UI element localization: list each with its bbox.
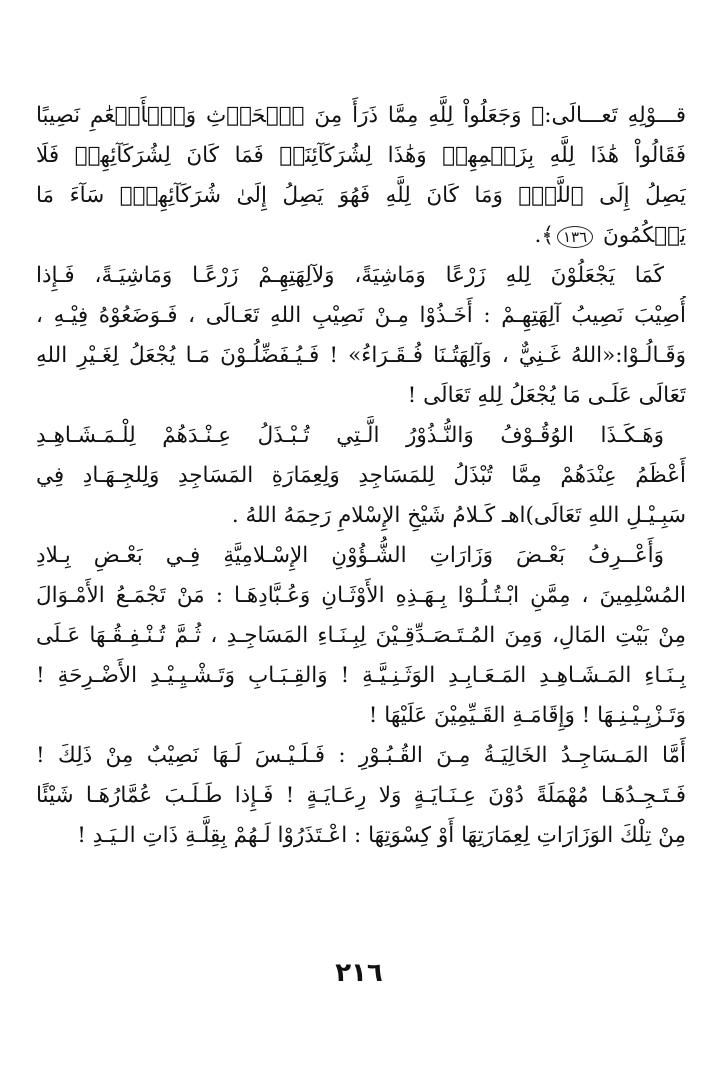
paragraph-line: أَعْظَمُ عِنْدَهُمْ مِمَّا تُبْذَلُ لِلمَسَاجِدِ وَلِعِمَارَةِ المَسَاجِدِ وَلِلجِـهَـادِ فِي	[36, 463, 686, 488]
paragraph	[36, 416, 686, 536]
page-body	[36, 96, 686, 856]
paragraph-line: مِنْ تِلْكَ الوَزَارَاتِ لِعِمَارَتِهَا أَوْ كِسْوَتِهَا : اعْـتَذَرُوْا لَـهُمْ بِقِلَّـةِ ذَاتِ الـيَـدِ !	[77, 823, 686, 848]
paragraph-line: مِنْ بَيْتِ المَالِ، وَمِنَ المُـتَـصَـدِّقِـيْنَ لِبِـنَـاءِ المَسَاجِـدِ ، ثُـمَّ تُـنْـفِـقُـهَا عَـلَى	[36, 623, 686, 648]
verse-line: قـــوْلِهِ تَعـــالَى:﴿ وَجَعَلُواْ لِلَّهِ مِمَّا ذَرَأَ مِنَ ٱلۡحَرۡثِ وَٱلۡأَنۡعَٰمِ نَصِيبًا	[36, 103, 686, 128]
paragraph-line: سَبِـيْـلِ اللهِ تَعَالَى)اهـ كَـلامُ شَيْخِ الإِسْلامِ رَحِمَهُ اللهُ .	[231, 503, 686, 528]
paragraph-line: بِـنَـاءِ المَـشَـاهِـدِ المَـعَـابِـدِ الوَثَـنِـيَّـةِ ! وَالقِـبَـابِ وَتَـشْـيِـيْـدِ الأَضْـرِحَةِ !	[36, 663, 686, 688]
paragraph-line: تَعَالَى عَلَـى مَا يُجْعَلُ لِلهِ تَعَالَى !	[407, 383, 686, 408]
verse-close-bracket: ﴾.	[534, 223, 554, 248]
paragraph	[36, 256, 686, 416]
page-number: ٢١٦	[335, 958, 383, 988]
paragraph-line: المُسْلِمِينَ ، مِمَّنِ ابْـتُـلُـوْا بِـهَـذِهِ الأَوْثَـانِ وَعُـبَّادِهَـا : مَنْ تَجْمَـعُ الأَمْـوَالَ	[36, 583, 686, 608]
paragraph-line: وَأَعْــرِفُ بَعْـضَ وَزَارَاتِ الشُّـؤُوْنِ الإِسْـلامِيَّةِ فِـي بَعْـضِ بِـلادِ	[36, 543, 664, 568]
verse-line: فَقَالُواْ هَٰذَا لِلَّهِ بِزَعۡمِهِمۡ وَهَٰذَا لِشُرَكَآئِنَاۖ فَمَا كَانَ لِشُرَكَآئِهِمۡ فَلَا	[36, 143, 686, 168]
verse-line-text: يَحۡكُمُونَ	[603, 223, 686, 248]
paragraph	[36, 736, 686, 856]
paragraph-line: وَقَـالُـوْا:«اللهُ غَـنِيٌّ ، وَآلِهَتُـنَا فُـقَـرَاءُ» ! فَـيُـفَضِّلُـوْنَ مَـا يُجْعَلُ لِغَـيْرِ اللهِ	[36, 343, 686, 368]
verse-line: يَصِلُ إِلَى ٱللَّهِۖ وَمَا كَانَ لِلَّهِ فَهُوَ يَصِلُ إِلَىٰ شُرَكَآئِهِمۡۗ سَآءَ مَا	[36, 183, 686, 208]
verse-line	[36, 216, 686, 256]
paragraph-line: وَهَـكَـذَا الوُقُـوْفُ وَالنُّـذُوْرُ الَّـتِي تُـبْـذَلُ عِـنْـدَهُمْ لِلْـمَـشَـاهِـدِ	[36, 423, 664, 448]
verse-number-marker: ١٣٦	[557, 226, 593, 248]
quran-verse-block	[36, 96, 686, 256]
paragraph-line: كَمَا يَجْعَلُوْنَ لِلهِ زَرْعًا وَمَاشِيَةً، وَلآلِهَتِهِـمْ زَرْعًـا وَمَاشِيَـةً، فَـإِذا	[36, 263, 664, 288]
paragraph	[36, 536, 686, 736]
paragraph-line: أُصِيْبَ نَصِيبُ آلِهَتِهِـمْ : أَخَـذُوْا مِـنْ نَصِيْبِ اللهِ تَعَـالَى ، فَـوَضَعُوْهُ فِيْـهِ ،	[36, 303, 686, 328]
paragraph-line: أَمَّا المَـسَاجِـدُ الخَالِيَـةُ مِـنَ القُـبُـوْرِ : فَـلَـيْـسَ لَـهَا نَصِيْبٌ مِنْ ذَلِكَ !	[36, 743, 686, 768]
paragraph-line: فَـتَـجِـدُهَـا مُهْمَلَةً دُوْنَ عِـنَـايَـةٍ وَلا رِعَـايَـةٍ ! فَـإِذا طَـلَـبَ عُمَّارُهَـا شَيْئًا	[36, 783, 686, 808]
paragraph-line: وَتَـزْيِـيْـنِـهَا ! وَإِقَامَـةِ القَـيِّمِيْنَ عَلَيْهَا !	[368, 703, 686, 728]
